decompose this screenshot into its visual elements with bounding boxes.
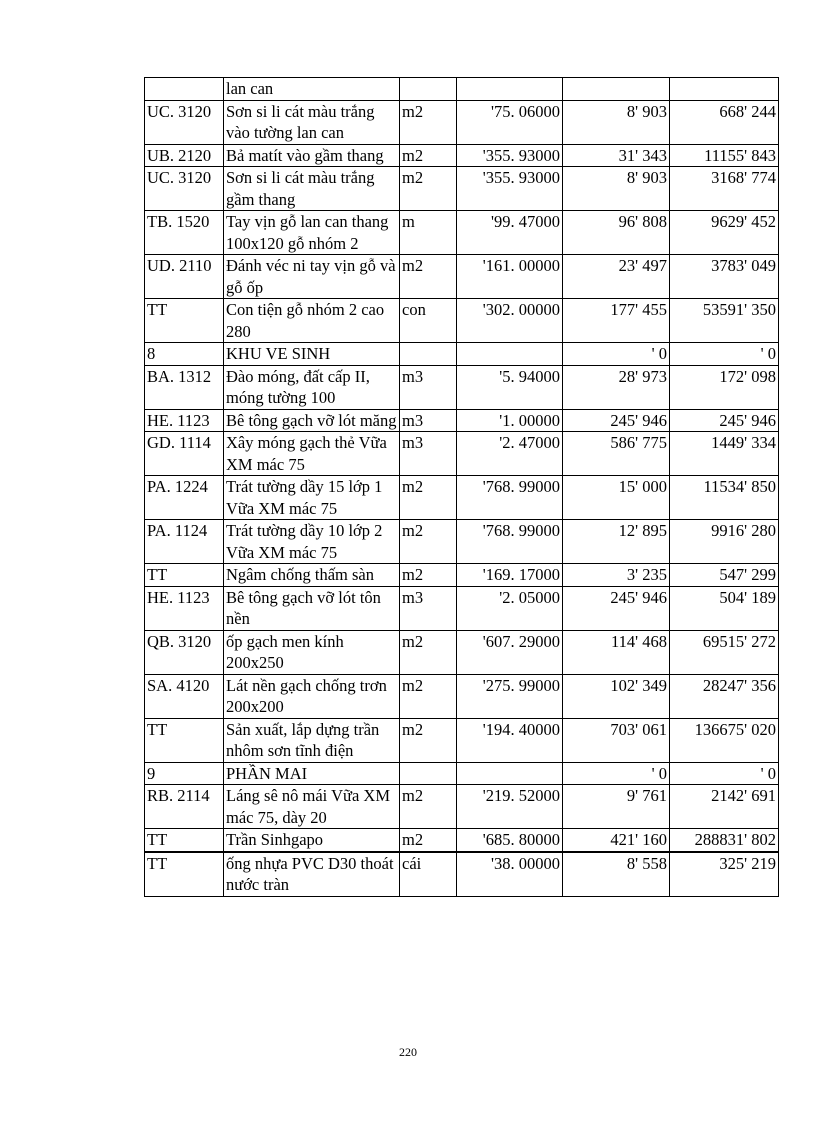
- item-code-cell: SA. 4120: [145, 674, 224, 718]
- table-row: [145, 630, 779, 674]
- description-cell: Trần Sinhgapo: [224, 829, 400, 852]
- item-code-cell: HE. 1123: [145, 409, 224, 432]
- unit-price-cell: 586' 775: [563, 432, 670, 476]
- total-cell: 53591' 350: [670, 299, 779, 343]
- description-cell: Trát tường dầy 15 lớp 1 Vữa XM mác 75: [224, 476, 400, 520]
- total-cell: 28247' 356: [670, 674, 779, 718]
- table-row: [145, 365, 779, 409]
- description-cell: PHẦN MAI: [224, 762, 400, 785]
- total-cell: ' 0: [670, 343, 779, 366]
- total-cell: 2142' 691: [670, 785, 779, 829]
- unit-cell: m2: [400, 630, 457, 674]
- quantity-cell: '355. 93000: [457, 144, 563, 167]
- unit-price-cell: 421' 160: [563, 829, 670, 852]
- unit-price-cell: 8' 558: [563, 852, 670, 897]
- description-cell: Xây móng gạch thẻ Vữa XM mác 75: [224, 432, 400, 476]
- item-code-cell: TT: [145, 718, 224, 762]
- item-code-cell: PA. 1224: [145, 476, 224, 520]
- table-row: [145, 718, 779, 762]
- total-cell: 3168' 774: [670, 167, 779, 211]
- table-row: [145, 78, 779, 101]
- unit-cell: [400, 343, 457, 366]
- unit-cell: m2: [400, 167, 457, 211]
- description-cell: Trát tường dầy 10 lớp 2 Vữa XM mác 75: [224, 520, 400, 564]
- description-cell: Con tiện gỗ nhóm 2 cao 280: [224, 299, 400, 343]
- description-cell: Đào móng, đất cấp II, móng tường 100: [224, 365, 400, 409]
- item-code-cell: BA. 1312: [145, 365, 224, 409]
- table-row: [145, 343, 779, 366]
- item-code-cell: 8: [145, 343, 224, 366]
- total-cell: 325' 219: [670, 852, 779, 897]
- quantity-cell: '38. 00000: [457, 852, 563, 897]
- table-row: [145, 255, 779, 299]
- unit-price-cell: 96' 808: [563, 211, 670, 255]
- unit-price-cell: 8' 903: [563, 167, 670, 211]
- quantity-cell: '768. 99000: [457, 476, 563, 520]
- table-row: [145, 852, 779, 897]
- description-cell: Đánh véc ni tay vịn gỗ và gỗ ốp: [224, 255, 400, 299]
- table-row: [145, 299, 779, 343]
- unit-price-cell: 102' 349: [563, 674, 670, 718]
- unit-price-cell: 703' 061: [563, 718, 670, 762]
- quantity-cell: '194. 40000: [457, 718, 563, 762]
- quantity-cell: '302. 00000: [457, 299, 563, 343]
- unit-cell: [400, 762, 457, 785]
- quantity-cell: '607. 29000: [457, 630, 563, 674]
- total-cell: 288831' 802: [670, 829, 779, 852]
- quantity-cell: '75. 06000: [457, 100, 563, 144]
- table-row: [145, 829, 779, 852]
- item-code-cell: UC. 3120: [145, 167, 224, 211]
- unit-price-cell: 15' 000: [563, 476, 670, 520]
- unit-price-cell: 23' 497: [563, 255, 670, 299]
- total-cell: 3783' 049: [670, 255, 779, 299]
- total-cell: 9916' 280: [670, 520, 779, 564]
- description-cell: Bả matít vào gầm thang: [224, 144, 400, 167]
- quantity-cell: '161. 00000: [457, 255, 563, 299]
- item-code-cell: QB. 3120: [145, 630, 224, 674]
- unit-cell: con: [400, 299, 457, 343]
- unit-cell: m2: [400, 564, 457, 587]
- item-code-cell: TB. 1520: [145, 211, 224, 255]
- total-cell: 668' 244: [670, 100, 779, 144]
- unit-cell: m2: [400, 520, 457, 564]
- quantity-cell: '2. 05000: [457, 586, 563, 630]
- unit-cell: m3: [400, 409, 457, 432]
- unit-cell: cái: [400, 852, 457, 897]
- quantity-cell: [457, 762, 563, 785]
- description-cell: Sản xuất, lắp dựng trần nhôm sơn tĩnh điện: [224, 718, 400, 762]
- total-cell: 1449' 334: [670, 432, 779, 476]
- table-row: [145, 409, 779, 432]
- table-row: [145, 144, 779, 167]
- table-row: [145, 167, 779, 211]
- item-code-cell: UD. 2110: [145, 255, 224, 299]
- unit-cell: m2: [400, 255, 457, 299]
- unit-price-cell: ' 0: [563, 762, 670, 785]
- item-code-cell: GD. 1114: [145, 432, 224, 476]
- unit-price-cell: [563, 78, 670, 101]
- description-cell: Bê tông gạch vỡ lót măng: [224, 409, 400, 432]
- total-cell: 9629' 452: [670, 211, 779, 255]
- total-cell: 11155' 843: [670, 144, 779, 167]
- table-row: [145, 674, 779, 718]
- description-cell: Sơn si li cát màu trắng gầm thang: [224, 167, 400, 211]
- unit-price-cell: 12' 895: [563, 520, 670, 564]
- quantity-cell: '99. 47000: [457, 211, 563, 255]
- quantity-cell: [457, 78, 563, 101]
- unit-cell: m3: [400, 365, 457, 409]
- unit-cell: m2: [400, 785, 457, 829]
- total-cell: 245' 946: [670, 409, 779, 432]
- total-cell: 136675' 020: [670, 718, 779, 762]
- total-cell: 547' 299: [670, 564, 779, 587]
- total-cell: ' 0: [670, 762, 779, 785]
- item-code-cell: [145, 78, 224, 101]
- item-code-cell: UC. 3120: [145, 100, 224, 144]
- unit-price-cell: 9' 761: [563, 785, 670, 829]
- description-cell: ống nhựa PVC D30 thoát nước tràn: [224, 852, 400, 897]
- total-cell: 172' 098: [670, 365, 779, 409]
- item-code-cell: TT: [145, 564, 224, 587]
- item-code-cell: RB. 2114: [145, 785, 224, 829]
- unit-price-cell: 245' 946: [563, 409, 670, 432]
- quantity-cell: '355. 93000: [457, 167, 563, 211]
- item-code-cell: TT: [145, 299, 224, 343]
- description-cell: Bê tông gạch vỡ lót tôn nền: [224, 586, 400, 630]
- total-cell: 504' 189: [670, 586, 779, 630]
- description-cell: KHU VE SINH: [224, 343, 400, 366]
- quantity-cell: '219. 52000: [457, 785, 563, 829]
- quantity-cell: '1. 00000: [457, 409, 563, 432]
- table-row: [145, 100, 779, 144]
- table-row: [145, 211, 779, 255]
- unit-cell: [400, 78, 457, 101]
- table-row: [145, 476, 779, 520]
- table-body: [145, 78, 779, 897]
- description-cell: Láng sê nô mái Vữa XM mác 75, dày 20: [224, 785, 400, 829]
- table-row: [145, 586, 779, 630]
- table-row: [145, 762, 779, 785]
- total-cell: 11534' 850: [670, 476, 779, 520]
- item-code-cell: TT: [145, 829, 224, 852]
- item-code-cell: TT: [145, 852, 224, 897]
- unit-cell: m2: [400, 144, 457, 167]
- total-cell: [670, 78, 779, 101]
- description-cell: Tay vịn gỗ lan can thang 100x120 gỗ nhóm 2: [224, 211, 400, 255]
- unit-cell: m2: [400, 718, 457, 762]
- quantity-cell: '2. 47000: [457, 432, 563, 476]
- unit-cell: m: [400, 211, 457, 255]
- quantity-cell: '5. 94000: [457, 365, 563, 409]
- unit-price-cell: 8' 903: [563, 100, 670, 144]
- description-cell: Sơn si li cát màu trắng vào tường lan can: [224, 100, 400, 144]
- unit-cell: m3: [400, 586, 457, 630]
- item-code-cell: 9: [145, 762, 224, 785]
- quantity-cell: '685. 80000: [457, 829, 563, 852]
- table-row: [145, 785, 779, 829]
- unit-price-cell: 114' 468: [563, 630, 670, 674]
- unit-cell: m2: [400, 829, 457, 852]
- quantity-cell: '275. 99000: [457, 674, 563, 718]
- cost-estimate-table: [144, 77, 779, 897]
- unit-cell: m2: [400, 100, 457, 144]
- unit-price-cell: 31' 343: [563, 144, 670, 167]
- unit-price-cell: 245' 946: [563, 586, 670, 630]
- unit-price-cell: 3' 235: [563, 564, 670, 587]
- item-code-cell: HE. 1123: [145, 586, 224, 630]
- quantity-cell: [457, 343, 563, 366]
- unit-price-cell: ' 0: [563, 343, 670, 366]
- quantity-cell: '768. 99000: [457, 520, 563, 564]
- table-row: [145, 564, 779, 587]
- item-code-cell: PA. 1124: [145, 520, 224, 564]
- description-cell: lan can: [224, 78, 400, 101]
- table-row: [145, 432, 779, 476]
- unit-cell: m3: [400, 432, 457, 476]
- quantity-cell: '169. 17000: [457, 564, 563, 587]
- unit-price-cell: 177' 455: [563, 299, 670, 343]
- description-cell: ốp gạch men kính 200x250: [224, 630, 400, 674]
- unit-price-cell: 28' 973: [563, 365, 670, 409]
- description-cell: Ngâm chống thấm sàn: [224, 564, 400, 587]
- unit-cell: m2: [400, 674, 457, 718]
- unit-cell: m2: [400, 476, 457, 520]
- item-code-cell: UB. 2120: [145, 144, 224, 167]
- page-number: 220: [399, 1045, 417, 1059]
- description-cell: Lát nền gạch chống trơn 200x200: [224, 674, 400, 718]
- total-cell: 69515' 272: [670, 630, 779, 674]
- table-row: [145, 520, 779, 564]
